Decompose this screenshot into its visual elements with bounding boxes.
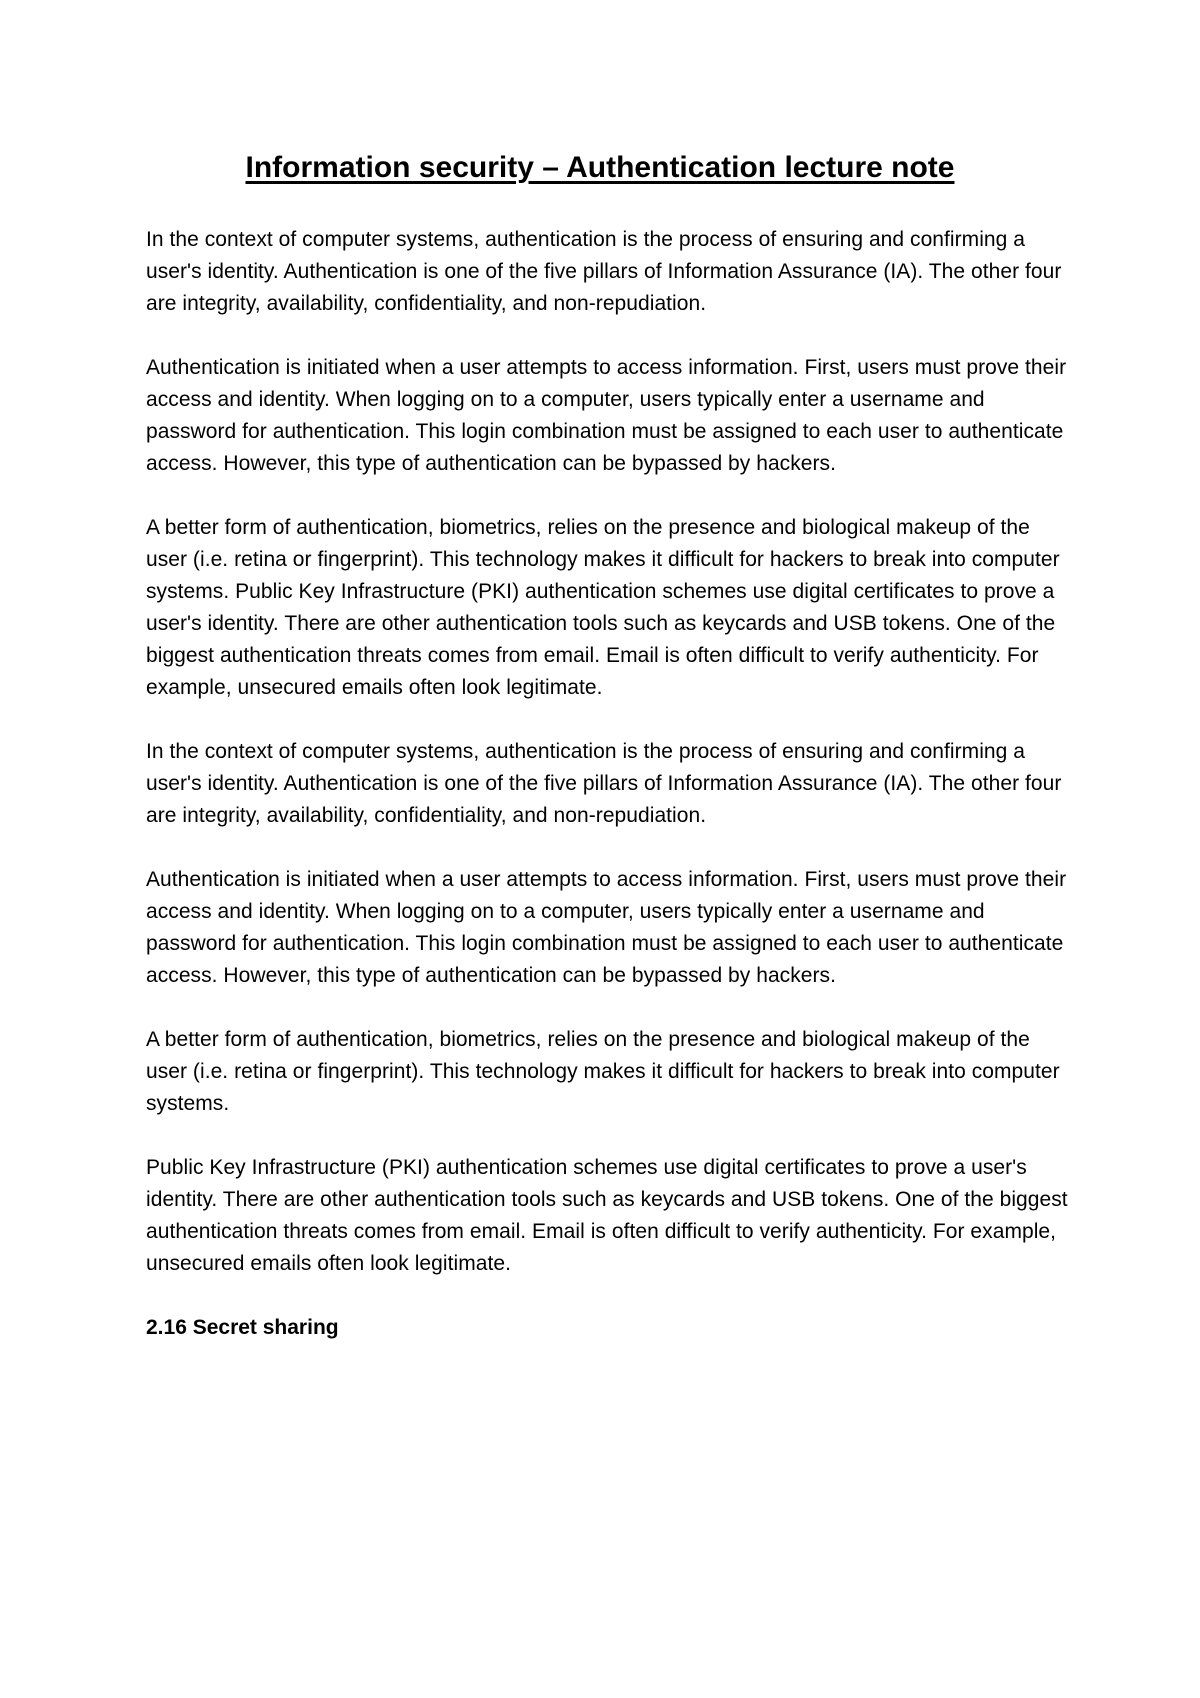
document-body: [146, 224, 1076, 1344]
document-title: Information security – Authentication lecture note: [245, 151, 955, 184]
paragraph-4: In the context of computer systems, authentication is the process of ensuring and confirming a user's identity. Authentication is one of the five pillars of Information Assurance (IA). The other four are integrity, availability, confidentiality, and non-repudiation.: [146, 740, 1062, 827]
paragraph-3: A better form of authentication, biometrics, relies on the presence and biological makeup of the user (i.e. retina or fingerprint). This technology makes it difficult for hackers to break into computer systems. Public Key Infrastructure (PKI) authentication schemes use digital certificates to prove a user's identity. There are other authentication tools such as keycards and USB tokens. One of the biggest authentication threats comes from email. Email is often difficult to verify authenticity. For example, unsecured emails often look legitimate.: [146, 516, 1060, 699]
section-heading: 2.16 Secret sharing: [146, 1316, 339, 1339]
paragraph-1: In the context of computer systems, authentication is the process of ensuring and confirming a user's identity. Authentication is one of the five pillars of Information Assurance (IA). The other four are integrity, availability, confidentiality, and non-repudiation.: [146, 228, 1062, 315]
paragraph-6: A better form of authentication, biometrics, relies on the presence and biological makeup of the user (i.e. retina or fingerprint). This technology makes it difficult for hackers to break into computer systems.: [146, 1028, 1060, 1115]
paragraph-7: Public Key Infrastructure (PKI) authentication schemes use digital certificates to prove a user's identity. There are other authentication tools such as keycards and USB tokens. One of the biggest authentication threats comes from email. Email is often difficult to verify authenticity. For example, unsecured emails often look legitimate.: [146, 1156, 1068, 1275]
paragraph-5: Authentication is initiated when a user attempts to access information. First, users must prove their access and identity. When logging on to a computer, users typically enter a username and password for authentication. This login combination must be assigned to each user to authenticate access. However, this type of authentication can be bypassed by hackers.: [146, 868, 1067, 987]
paragraph-2: Authentication is initiated when a user attempts to access information. First, users must prove their access and identity. When logging on to a computer, users typically enter a username and password for authentication. This login combination must be assigned to each user to authenticate access. However, this type of authentication can be bypassed by hackers.: [146, 356, 1067, 475]
